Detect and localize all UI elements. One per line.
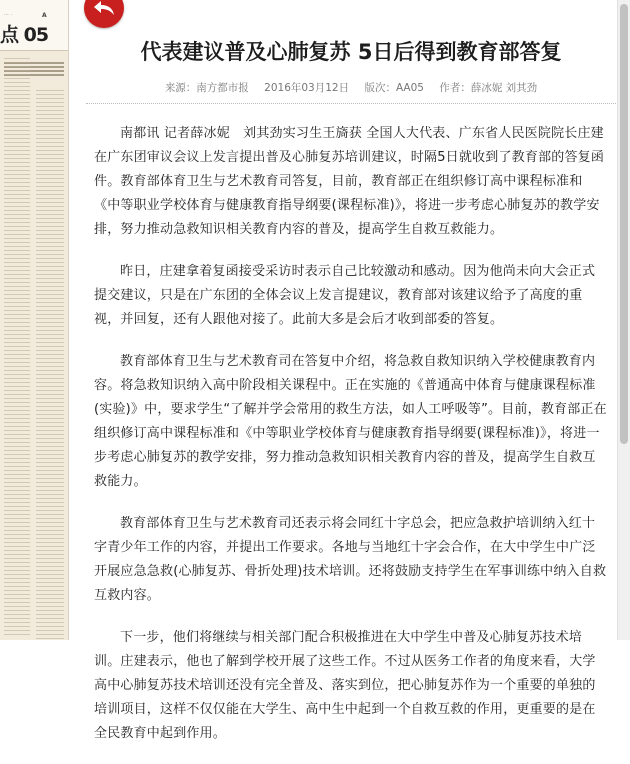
article-author: 作者：薛冰妮 刘其劲 [439, 82, 538, 94]
article [86, 30, 616, 764]
thumbnail-text-column [36, 90, 64, 640]
article-paragraph: 南都讯 记者薛冰妮 刘其劲实习生王旖获 全国人大代表、广东省人民医院院长庄建在广东团审议会议上发言提出普及心肺复苏培训建议，时隔5日就收到了教育部的答复函件。教育部体育卫生与艺术教育司答复，目前，教育部正在组织修订高中课程标准和《中等职业学校体育与健康教育指导纲要(课程标准)》，将进一步考虑心肺复苏的教学安排，努力推动急救知识相关教育内容的普及，提高学生自救互救能力。 [94, 126, 605, 237]
thumbnail-text-column [4, 58, 30, 638]
thumbnail-masthead: ··· · [4, 12, 12, 18]
thumbnail-section-letter: A [42, 12, 47, 19]
article-paragraph: 昨日，庄建拿着复函接受采访时表示自己比较激动和感动。因为他尚未向大会正式提交建议，只是在广东团的全体会议上发言提建议，教育部对该建议给予了高度的重视，并回复，还有人跟他对接了。此前大多是会后才收到部委的答复。 [94, 264, 596, 327]
article-title: 代表建议普及心肺复苏 5日后得到教育部答复 [140, 40, 562, 64]
thumbnail-page-number: 点 05 [0, 24, 49, 46]
back-button[interactable] [84, 0, 124, 28]
article-meta [86, 80, 616, 104]
vertical-scrollbar[interactable] [617, 0, 630, 640]
article-source: 来源：南方都市报 [164, 82, 249, 94]
article-paragraph: 教育部体育卫生与艺术教育司在答复中介绍，将急救自救知识纳入学校健康教育内容。将急救知识纳入高中阶段相关课程中。正在实施的《普通高中体育与健康课程标准(实验)》中，要求学生“了解并学会常用的救生方法，如人工呼吸等”。目前，教育部正在组织修订高中课程标准和《中等职业学校体育与健康教育指导纲要(课程标准)》，将进一步考虑心肺复苏的教学安排，努力推动急救知识相关教育内容的普及，提高学生自救互救能力。 [94, 354, 607, 489]
article-paragraph: 下一步，他们将继续与相关部门配合积极推进在大中学生中普及心肺复苏技术培训。庄建表示，他也了解到学校开展了这些工作。不过从医务工作者的角度来看，大学高中心肺复苏技术培训还没有完全普及、落实到位，把心肺复苏作为一个重要的单独的培训项目，这样不仅仅能在大学生、高中生中起到一个自救互救的作用，更重要的是在全民教育中起到作用。 [94, 630, 596, 741]
article-date: 2016年03月12日 [264, 82, 350, 94]
scrollbar-thumb[interactable] [620, 4, 628, 444]
back-arrow-icon [93, 0, 115, 16]
article-body [86, 104, 616, 746]
thumbnail-header [0, 0, 68, 51]
article-edition: 版次：AA05 [364, 82, 424, 94]
newspaper-page-thumbnail[interactable] [0, 0, 69, 640]
article-paragraph: 教育部体育卫生与艺术教育司还表示将会同红十字总会，把应急救护培训纳入红十字青少年工作的内容，并提出工作要求。各地与当地红十字会合作，在大中学生中广泛开展应急急救(心肺复苏、骨折处理)技术培训。还将鼓励支持学生在军事训练中纳入自救互救内容。 [94, 516, 607, 603]
